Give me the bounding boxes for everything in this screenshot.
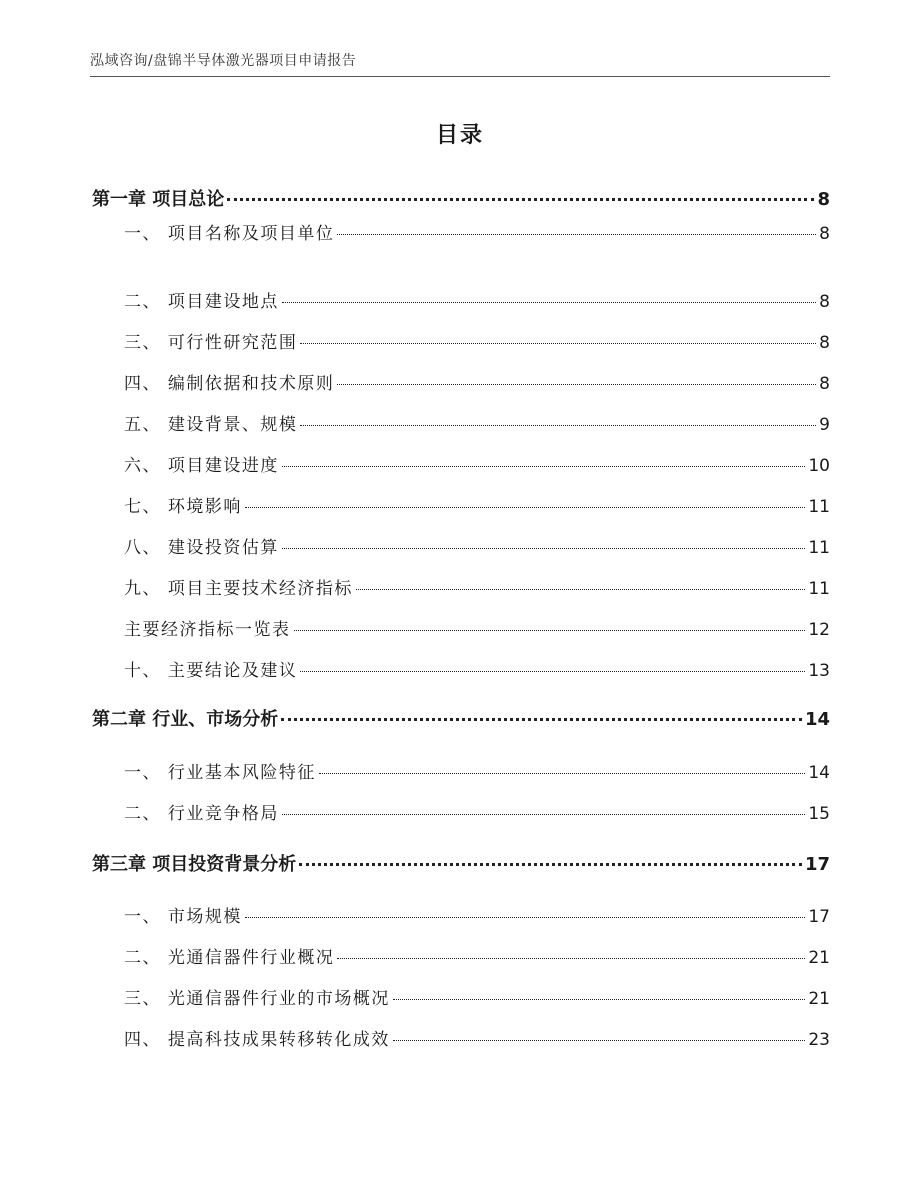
toc-label: 一、 市场规模 xyxy=(124,907,242,927)
toc-page-number: 8 xyxy=(819,224,830,244)
toc-chapter-1[interactable] xyxy=(92,185,830,211)
toc-label: 九、 项目主要技术经济指标 xyxy=(124,579,353,599)
toc-item[interactable] xyxy=(124,799,830,824)
toc-item[interactable] xyxy=(124,369,830,394)
dot-leader xyxy=(337,958,805,959)
dot-leader xyxy=(227,198,814,201)
toc-label: 四、 提高科技成果转移转化成效 xyxy=(124,1030,390,1050)
toc-chapter-3[interactable] xyxy=(92,850,830,876)
dot-leader xyxy=(300,671,805,672)
toc-item[interactable] xyxy=(124,410,830,435)
toc-page-number: 11 xyxy=(808,497,830,517)
toc-chapter-2[interactable] xyxy=(92,705,830,731)
dot-leader xyxy=(393,999,805,1000)
toc-label: 三、 光通信器件行业的市场概况 xyxy=(124,989,390,1009)
toc-page-number: 12 xyxy=(808,620,830,640)
dot-leader xyxy=(319,773,805,774)
toc-page-number: 17 xyxy=(804,854,830,875)
toc-page-number: 11 xyxy=(808,579,830,599)
toc-item[interactable] xyxy=(124,328,830,353)
dot-leader xyxy=(282,814,805,815)
dot-leader xyxy=(282,548,805,549)
toc-item[interactable] xyxy=(124,1025,830,1050)
dot-leader xyxy=(300,425,816,426)
toc-page-number: 8 xyxy=(817,189,830,210)
toc-label: 第三章 项目投资背景分析 xyxy=(92,854,297,875)
toc-label: 一、 行业基本风险特征 xyxy=(124,763,316,783)
toc-label: 二、 项目建设地点 xyxy=(124,292,279,312)
toc-label: 六、 项目建设进度 xyxy=(124,456,279,476)
toc-label: 五、 建设背景、规模 xyxy=(124,415,298,435)
header-divider xyxy=(90,76,830,77)
toc-page-number: 13 xyxy=(808,661,830,681)
toc-page-number: 14 xyxy=(808,763,830,783)
toc-page-number: 17 xyxy=(808,907,830,927)
toc-item[interactable] xyxy=(124,656,830,681)
toc-item[interactable] xyxy=(124,219,830,244)
toc-page-number: 21 xyxy=(808,989,830,1009)
toc-item[interactable] xyxy=(124,615,830,640)
dot-leader xyxy=(282,302,816,303)
toc-label: 四、 编制依据和技术原则 xyxy=(124,374,335,394)
toc-page-number: 23 xyxy=(808,1030,830,1050)
dot-leader xyxy=(245,507,805,508)
toc-label: 二、 光通信器件行业概况 xyxy=(124,948,335,968)
toc-item[interactable] xyxy=(124,943,830,968)
dot-leader xyxy=(337,384,816,385)
toc-label: 三、 可行性研究范围 xyxy=(124,333,298,353)
toc-label: 十、 主要结论及建议 xyxy=(124,661,298,681)
toc-page-number: 8 xyxy=(819,374,830,394)
toc-item[interactable] xyxy=(124,492,830,517)
toc-label: 主要经济指标一览表 xyxy=(124,620,291,640)
toc-label: 第一章 项目总论 xyxy=(92,189,225,210)
toc-label: 第二章 行业、市场分析 xyxy=(92,709,279,730)
header-text: 泓域咨询/盘锦半导体激光器项目申请报告 xyxy=(90,53,357,69)
dot-leader xyxy=(281,718,802,721)
toc-page-number: 21 xyxy=(808,948,830,968)
dot-leader xyxy=(300,343,816,344)
toc-item[interactable] xyxy=(124,533,830,558)
toc-label: 七、 环境影响 xyxy=(124,497,242,517)
toc-page-number: 9 xyxy=(819,415,830,435)
toc-item[interactable] xyxy=(124,287,830,312)
dot-leader xyxy=(356,589,805,590)
dot-leader xyxy=(299,863,802,866)
toc-page-number: 15 xyxy=(808,804,830,824)
dot-leader xyxy=(282,466,805,467)
toc-label: 八、 建设投资估算 xyxy=(124,538,279,558)
dot-leader xyxy=(337,234,816,235)
toc-page-number: 10 xyxy=(808,456,830,476)
toc-item[interactable] xyxy=(124,984,830,1009)
toc-page-number: 11 xyxy=(808,538,830,558)
toc-page-number: 8 xyxy=(819,292,830,312)
toc-page-number: 8 xyxy=(819,333,830,353)
toc-label: 二、 行业竞争格局 xyxy=(124,804,279,824)
toc-item[interactable] xyxy=(124,574,830,599)
dot-leader xyxy=(245,917,805,918)
toc-item[interactable] xyxy=(124,902,830,927)
toc-label: 一、 项目名称及项目单位 xyxy=(124,224,335,244)
toc-page-number: 14 xyxy=(804,709,830,730)
dot-leader xyxy=(393,1040,805,1041)
dot-leader xyxy=(294,630,806,631)
toc-item[interactable] xyxy=(124,758,830,783)
toc-title: 目录 xyxy=(435,123,484,148)
toc-item[interactable] xyxy=(124,451,830,476)
